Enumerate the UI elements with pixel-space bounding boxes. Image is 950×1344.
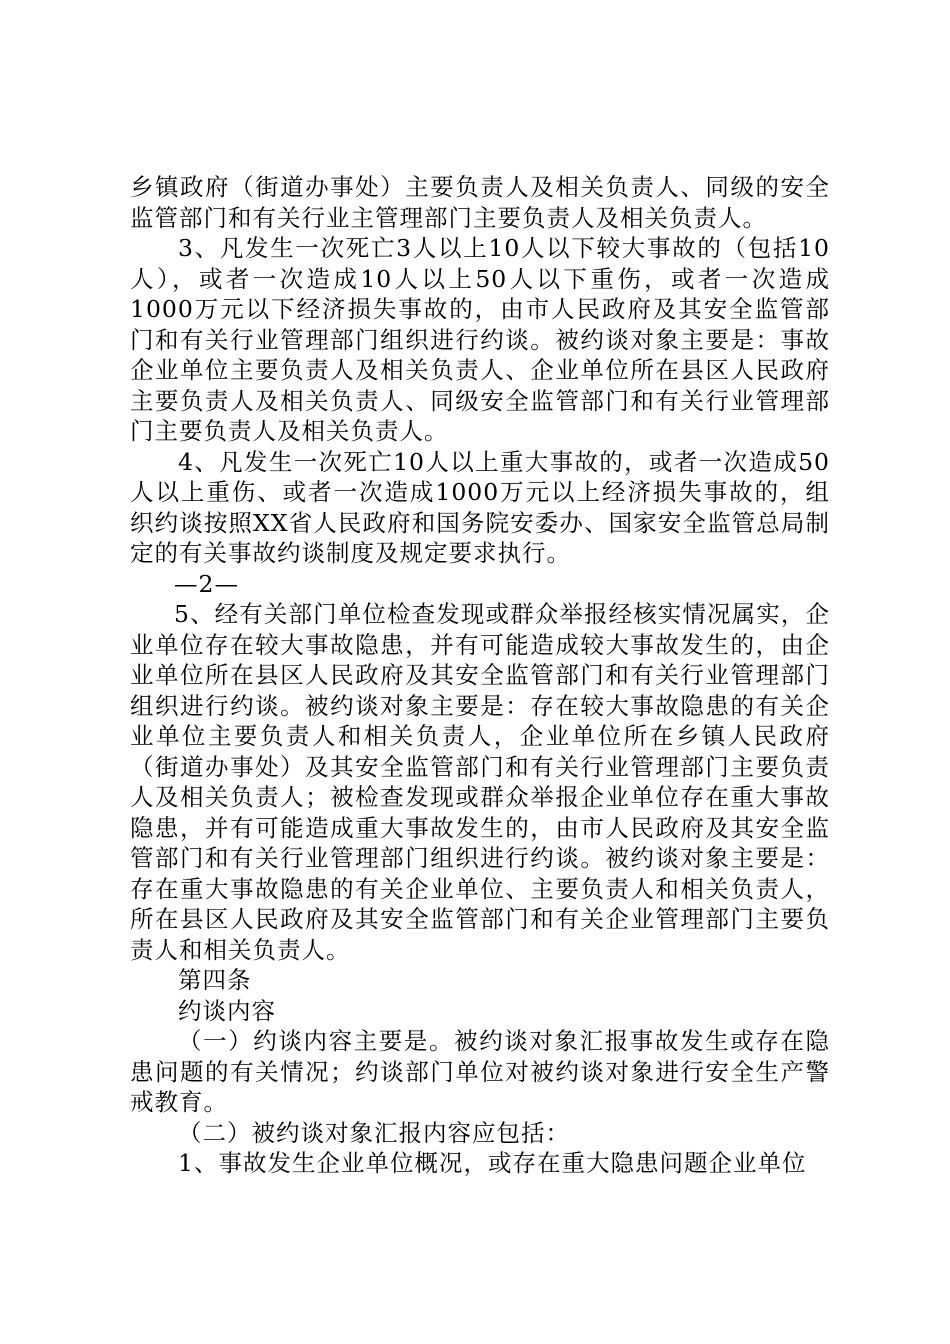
paragraph-continuation: 乡镇政府（街道办事处）主要负责人及相关负责人、同级的安全监管部门和有关行业主管理部门主要负责人及相关负责人。 (130, 173, 830, 232)
document-body (130, 172, 830, 1179)
paragraph-sub-2: （二）被约谈对象汇报内容应包括： (178, 1118, 570, 1147)
article-heading: 第四条 (178, 966, 252, 994)
paragraph-sub-1: （一）约谈内容主要是。被约谈对象汇报事故发生或存在隐患问题的有关情况；约谈部门单位对被约谈对象进行安全生产警戒教育。 (130, 1027, 830, 1116)
page-number: —2— (174, 569, 239, 598)
paragraph-item-3: 3、凡发生一次死亡3人以上10人以下较大事故的（包括10人），或者一次造成10人以上50人以下重伤，或者一次造成1000万元以下经济损失事故的，由市人民政府及其安全监管部门和有关行业管理部门组织进行约谈。被约谈对象主要是：事故企业单位主要负责人及相关负责人、企业单位所在县区人民政府主要负责人及相关负责人、同级安全监管部门和有关行业管理部门主要负责人及相关负责人。 (130, 234, 830, 445)
paragraph-list-1: 1、事故发生企业单位概况，或存在重大隐患问题企业单位 (178, 1149, 807, 1177)
section-heading: 约谈内容 (178, 996, 276, 1025)
paragraph-item-5: 5、经有关部门单位检查发现或群众举报经核实情况属实，企业单位存在较大事故隐患，并有可能造成较大事故发生的，由企业单位所在县区人民政府及其安全监管部门和有关行业管理部门组织进行约谈。被约谈对象主要是：存在较大事故隐患的有关企业单位主要负责人和相关负责人，企业单位所在乡镇人民政府（街道办事处）及其安全监管部门和有关行业管理部门主要负责人及相关负责人；被检查发现或群众举报企业单位存在重大事故隐患，并有可能造成重大事故发生的，由市人民政府及其安全监管部门和有关行业管理部门组织进行约谈。被约谈对象主要是：存在重大事故隐患的有关企业单位、主要负责人和相关负责人，所在县区人民政府及其安全监管部门和有关企业管理部门主要负责人和相关负责人。 (130, 600, 830, 964)
paragraph-item-4: 4、凡发生一次死亡10人以上重大事故的，或者一次造成50人以上重伤、或者一次造成1000万元以上经济损失事故的，组织约谈按照XX省人民政府和国务院安委办、国家安全监管总局制定的有关事故约谈制度及规定要求执行。 (130, 447, 830, 567)
